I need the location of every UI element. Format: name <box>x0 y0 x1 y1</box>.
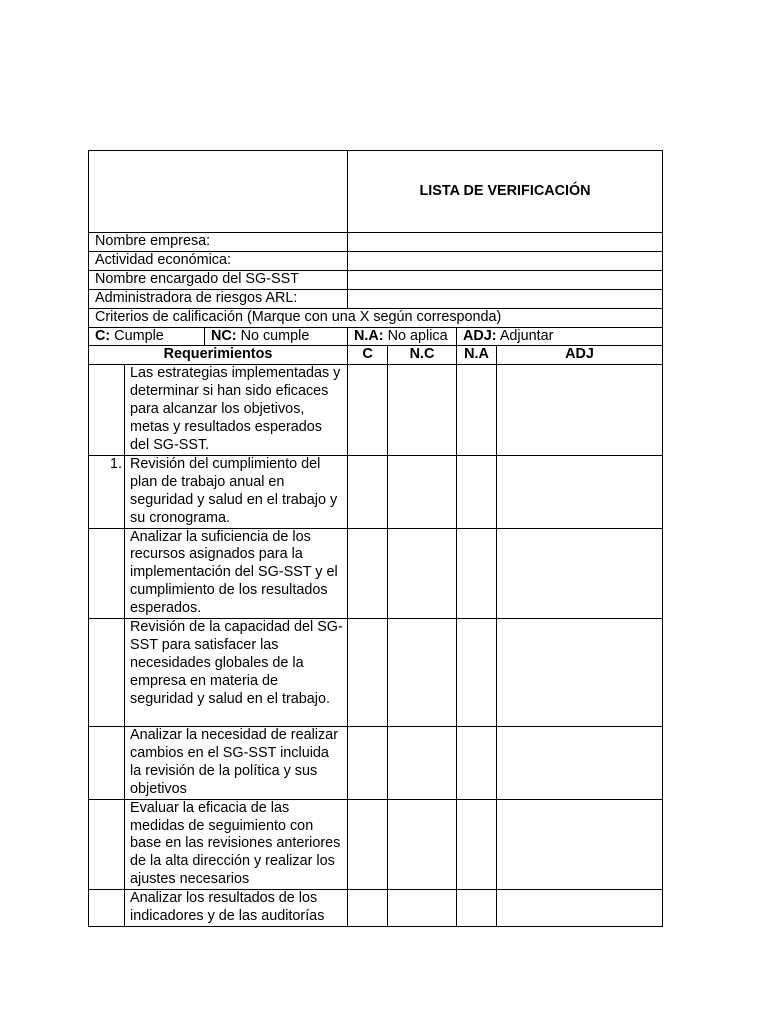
document-title: LISTA DE VERIFICACIÓN <box>348 151 663 233</box>
mark-cell-nc[interactable] <box>388 365 457 456</box>
requirement-text: Las estrategias implementadas y determinar si han sido eficaces para alcanzar los objetivos, metas y resultados esperados del SG-SST. <box>125 365 348 456</box>
logo-area <box>89 151 348 233</box>
mark-cell-na[interactable] <box>457 890 497 927</box>
field-row <box>89 251 663 270</box>
mark-cell-c[interactable] <box>348 890 388 927</box>
mark-cell-adj[interactable] <box>497 890 663 927</box>
mark-cell-na[interactable] <box>457 799 497 890</box>
requirement-number <box>89 727 125 800</box>
mark-cell-nc[interactable] <box>388 727 457 800</box>
requirement-number <box>89 799 125 890</box>
mark-cell-nc[interactable] <box>388 619 457 727</box>
mark-cell-nc[interactable] <box>388 455 457 528</box>
mark-cell-c[interactable] <box>348 727 388 800</box>
criteria-title: Criterios de calificación (Marque con una X según corresponda) <box>89 308 663 327</box>
mark-cell-na[interactable] <box>457 365 497 456</box>
mark-cell-adj[interactable] <box>497 727 663 800</box>
requirement-row <box>89 799 663 890</box>
mark-cell-na[interactable] <box>457 727 497 800</box>
column-header-adj: ADJ <box>497 346 663 365</box>
column-header-c: C <box>348 346 388 365</box>
requirement-row <box>89 365 663 456</box>
mark-cell-adj[interactable] <box>497 455 663 528</box>
mark-cell-c[interactable] <box>348 365 388 456</box>
mark-cell-adj[interactable] <box>497 619 663 727</box>
requirement-row <box>89 455 663 528</box>
legend-adjuntar: ADJ: Adjuntar <box>457 327 663 346</box>
checklist-table <box>88 150 663 927</box>
legend-no-aplica: N.A: No aplica <box>348 327 457 346</box>
column-header-nc: N.C <box>388 346 457 365</box>
field-row <box>89 289 663 308</box>
mark-cell-adj[interactable] <box>497 799 663 890</box>
field-value-manager[interactable] <box>348 270 663 289</box>
field-label-company: Nombre empresa: <box>89 233 348 252</box>
mark-cell-na[interactable] <box>457 455 497 528</box>
requirement-row <box>89 727 663 800</box>
column-header-requirements: Requerimientos <box>89 346 348 365</box>
requirement-text: Evaluar la eficacia de las medidas de seguimiento con base en las revisiones anteriores de la alta dirección y realizar los ajustes necesarios <box>125 799 348 890</box>
mark-cell-na[interactable] <box>457 528 497 619</box>
field-label-manager: Nombre encargado del SG-SST <box>89 270 348 289</box>
column-header-row <box>89 346 663 365</box>
requirement-number <box>89 365 125 456</box>
checklist-document <box>88 150 662 927</box>
mark-cell-adj[interactable] <box>497 528 663 619</box>
mark-cell-na[interactable] <box>457 619 497 727</box>
mark-cell-c[interactable] <box>348 619 388 727</box>
mark-cell-c[interactable] <box>348 528 388 619</box>
field-value-activity[interactable] <box>348 251 663 270</box>
requirement-row <box>89 890 663 927</box>
mark-cell-nc[interactable] <box>388 528 457 619</box>
requirement-number <box>89 890 125 927</box>
mark-cell-nc[interactable] <box>388 890 457 927</box>
field-label-activity: Actividad económica: <box>89 251 348 270</box>
mark-cell-c[interactable] <box>348 455 388 528</box>
requirement-row <box>89 528 663 619</box>
legend-cumple: C: Cumple <box>89 327 205 346</box>
mark-cell-c[interactable] <box>348 799 388 890</box>
legend-row <box>89 327 663 346</box>
requirement-text: Analizar la suficiencia de los recursos asignados para la implementación del SG-SST y el cumplimiento de los resultados esperados. <box>125 528 348 619</box>
field-value-company[interactable] <box>348 233 663 252</box>
requirement-number <box>89 619 125 727</box>
criteria-row <box>89 308 663 327</box>
field-label-arl: Administradora de riesgos ARL: <box>89 289 348 308</box>
field-value-arl[interactable] <box>348 289 663 308</box>
field-row <box>89 270 663 289</box>
requirement-row <box>89 619 663 727</box>
requirement-number <box>89 528 125 619</box>
requirement-text: Revisión del cumplimiento del plan de trabajo anual en seguridad y salud en el trabajo y su cronograma. <box>125 455 348 528</box>
field-row <box>89 233 663 252</box>
mark-cell-adj[interactable] <box>497 365 663 456</box>
requirement-text: Analizar los resultados de los indicadores y de las auditorías <box>125 890 348 927</box>
requirement-text: Analizar la necesidad de realizar cambios en el SG-SST incluida la revisión de la política y sus objetivos <box>125 727 348 800</box>
mark-cell-nc[interactable] <box>388 799 457 890</box>
legend-no-cumple: NC: No cumple <box>205 327 348 346</box>
requirement-text: Revisión de la capacidad del SG-SST para satisfacer las necesidades globales de la empresa en materia de seguridad y salud en el trabajo. <box>125 619 348 727</box>
header-row <box>89 151 663 233</box>
requirement-number: 1. <box>89 455 125 528</box>
column-header-na: N.A <box>457 346 497 365</box>
